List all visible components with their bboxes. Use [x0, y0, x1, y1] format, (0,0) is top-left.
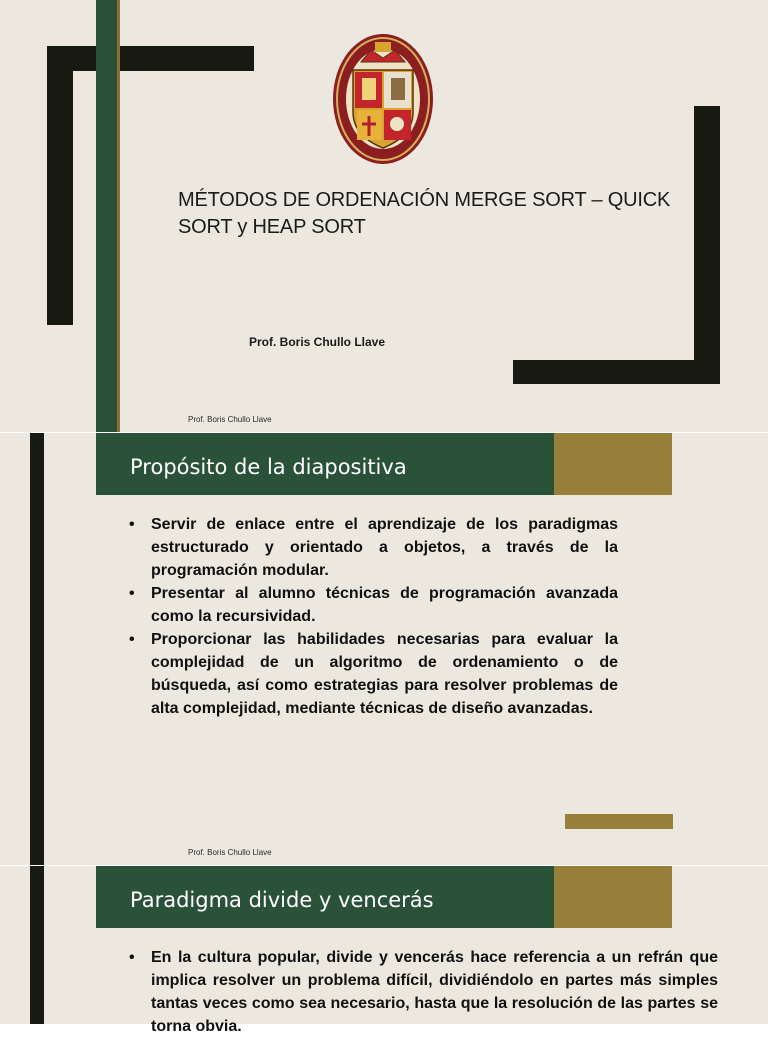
vertical-green-stripe: [96, 0, 117, 432]
bullet-list: [129, 946, 718, 1038]
university-seal-logo: [331, 32, 435, 166]
divide-conquer-slide: [0, 866, 768, 1035]
left-vertical-bar: [30, 866, 44, 1024]
slide-heading: Paradigma divide y vencerás: [130, 888, 434, 912]
left-vertical-bar: [30, 433, 44, 865]
bracket-top-left-vertical: [47, 46, 73, 325]
bullet-item: • En la cultura popular, divide y vencerás hace referencia a un refrán que implica resolver un problema difícil, dividiéndolo en partes más simples tantas veces como sea necesario, hasta que la resolución de las partes se torna obvia.: [129, 946, 718, 1038]
header-gold-block: [554, 433, 672, 495]
header-gold-block: [554, 866, 672, 928]
bullet-item: • Presentar al alumno técnicas de programación avanzada como la recursividad.: [129, 582, 618, 628]
gold-accent-bar: [565, 814, 673, 829]
bullet-item: • Proporcionar las habilidades necesarias para evaluar la complejidad de un algoritmo de ordenamiento o de búsqueda, así como estrategias para resolver problemas de alta complejidad, mediante técnicas de diseño avanzadas.: [129, 628, 618, 720]
slide-footer: Prof. Boris Chullo Llave: [188, 415, 272, 424]
purpose-slide: [0, 433, 768, 865]
bullet-item: • Servir de enlace entre el aprendizaje de los paradigmas estructurado y orientado a objetos, a través de la programación modular.: [129, 513, 618, 582]
slide-heading: Propósito de la diapositiva: [130, 455, 407, 479]
bullet-list: [129, 513, 618, 720]
bracket-bottom-right-horizontal: [513, 360, 720, 384]
slide-footer: Prof. Boris Chullo Llave: [188, 848, 272, 857]
header-bar: [96, 433, 554, 495]
bracket-bottom-right-vertical: [694, 106, 720, 384]
bracket-top-left-horizontal-right: [120, 46, 254, 71]
presentation-author: Prof. Boris Chullo Llave: [249, 335, 386, 349]
header-bar: [96, 866, 554, 928]
presentation-title: MÉTODOS DE ORDENACIÓN MERGE SORT – QUICK SORT y HEAP SORT: [178, 189, 671, 238]
title-slide: [0, 0, 768, 432]
